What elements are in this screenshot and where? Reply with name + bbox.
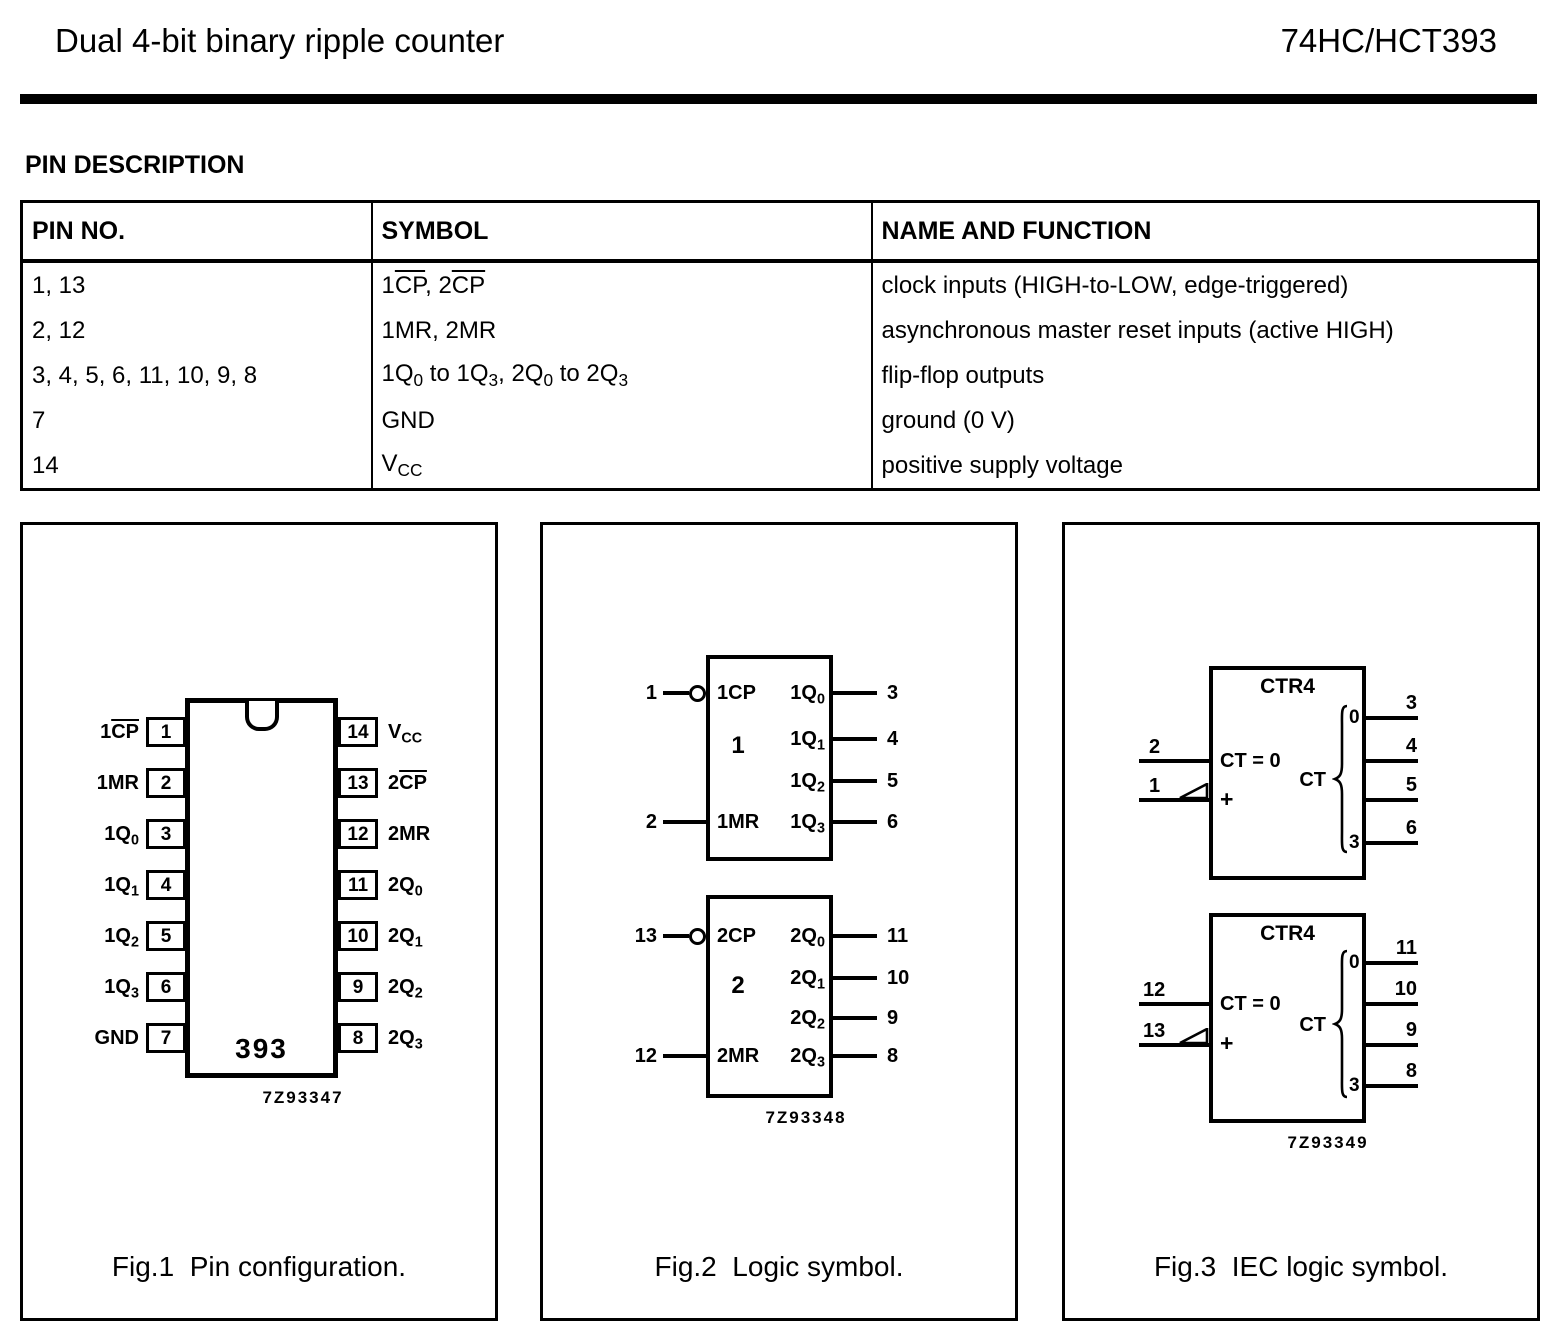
block-label: 2 (731, 972, 745, 999)
pin-number: 2 (645, 811, 657, 833)
pin-number: 4 (1405, 735, 1417, 757)
output-label: $2Q_0$ (790, 925, 825, 951)
header-divider (20, 94, 1537, 104)
pin-label: $2\overline{CP}$ (388, 772, 427, 794)
dynamic-input-triangle (1179, 1028, 1209, 1045)
symbol-cell: GND (372, 398, 872, 443)
pin-number: 11 (1395, 937, 1417, 959)
function-cell: flip-flop outputs (881, 361, 1045, 389)
range-top: 0 (1349, 952, 1360, 973)
fig2-caption: Fig.2 Logic symbol. (654, 1251, 904, 1282)
pin-label: $1Q_2$ (104, 925, 139, 951)
output-label: $1Q_2$ (790, 770, 825, 796)
range-bottom: 3 (1349, 832, 1360, 853)
symbol-cell: $1\overline{CP}$, $2\overline{CP}$ (372, 261, 872, 308)
wire (663, 934, 689, 938)
pin-number-box: 3 (146, 819, 186, 849)
package-notch (245, 701, 279, 731)
signal-label: CT = 0 (1220, 993, 1281, 1015)
pin-label: $1Q_3$ (104, 976, 139, 1002)
output-label: $2Q_2$ (790, 1007, 825, 1033)
pin-number: 12 (634, 1045, 657, 1067)
symbol-cell: $V_{CC}$ (372, 443, 872, 490)
pin-number: 3 (887, 682, 899, 704)
fig3-caption: Fig.3 IEC logic symbol. (1153, 1251, 1449, 1282)
function-cell: positive supply voltage (881, 451, 1123, 479)
dip-package-body (185, 698, 338, 1078)
table-row (22, 443, 1539, 490)
ct-label: CT (1299, 1014, 1326, 1036)
range-bottom: 3 (1349, 1075, 1360, 1096)
output-label: $1Q_1$ (790, 728, 825, 754)
ct-label: CT (1299, 769, 1326, 791)
pin-number-box: 6 (146, 972, 186, 1002)
figure-code: 7Z93348 (765, 1108, 847, 1127)
pin-number: 1 (645, 682, 657, 704)
pin-no-cell: 7 (22, 398, 372, 443)
wire (833, 934, 877, 938)
pin-number: 6 (1405, 817, 1417, 839)
function-cell: asynchronous master reset inputs (active HIGH) (881, 316, 1394, 344)
pin-label: $1Q_1$ (104, 874, 139, 900)
pin-number-box: 4 (146, 870, 186, 900)
wire (1366, 1002, 1418, 1006)
pin-label: $2Q_3$ (388, 1027, 423, 1053)
pin-number: 4 (887, 728, 899, 750)
block-title: CTR4 (1260, 675, 1315, 698)
page-title: Dual 4-bit binary ripple counter (55, 22, 505, 59)
wire (1366, 961, 1418, 965)
pin-label: $2Q_2$ (388, 976, 423, 1002)
output-label: $2Q_1$ (790, 967, 825, 993)
wire (833, 976, 877, 980)
pin-label: 2MR (388, 823, 431, 845)
pin-label: $1Q_0$ (104, 823, 139, 849)
wire (1366, 841, 1418, 845)
section-heading: PIN DESCRIPTION (25, 151, 245, 179)
signal-label: 1CP (717, 682, 756, 704)
block-title: CTR4 (1260, 922, 1315, 945)
fig1-caption: Fig.1 Pin configuration. (111, 1251, 407, 1282)
figure-code: 7Z93349 (1287, 1133, 1369, 1152)
pin-number: 5 (887, 770, 899, 792)
wire (1366, 1043, 1418, 1047)
pin-number-box: 7 (146, 1023, 186, 1053)
wire (1366, 716, 1418, 720)
signal-label: + (1220, 786, 1234, 812)
inversion-bubble (689, 928, 706, 945)
pin-number-box: 14 (338, 717, 378, 747)
fig2-box (540, 522, 1018, 1321)
wire (833, 779, 877, 783)
symbol-cell: $1Q_0$ to $1Q_3$, $2Q_0$ to $2Q_3$ (372, 353, 872, 398)
table-header-row (22, 202, 1539, 262)
fig1-box (20, 522, 498, 1321)
wire (833, 1054, 877, 1058)
table-row (22, 398, 1539, 443)
output-range-brace (1332, 704, 1349, 854)
figure-code: 7Z93347 (262, 1088, 344, 1107)
pin-number: 9 (1405, 1019, 1417, 1041)
pin-label: 1MR (96, 772, 139, 794)
pin-label: $2Q_1$ (388, 925, 423, 951)
pin-number: 8 (887, 1045, 899, 1067)
signal-label: 2MR (717, 1045, 760, 1067)
pin-number: 12 (1143, 979, 1166, 1001)
wire (1366, 759, 1418, 763)
function-cell: clock inputs (HIGH-to-LOW, edge-triggered) (881, 271, 1349, 299)
signal-label: 1MR (717, 811, 760, 833)
table-row (22, 308, 1539, 353)
inversion-bubble (689, 685, 706, 702)
wire (663, 691, 689, 695)
output-label: $1Q_0$ (790, 682, 825, 708)
pin-number-box: 10 (338, 921, 378, 951)
symbol-cell: 1MR, 2MR (372, 308, 872, 353)
pin-number-box: 13 (338, 768, 378, 798)
wire (833, 691, 877, 695)
output-label: $2Q_3$ (790, 1045, 825, 1071)
pin-number: 10 (1394, 978, 1417, 1000)
pin-number: 9 (887, 1007, 899, 1029)
pin-number: 13 (634, 925, 657, 947)
signal-label: 2CP (717, 925, 756, 947)
pin-number: 10 (887, 967, 910, 989)
pin-number: 2 (1149, 736, 1161, 758)
wire (663, 820, 706, 824)
wire (833, 1016, 877, 1020)
chip-label: 393 (235, 1033, 288, 1064)
column-header-pin-no: PIN NO. (22, 202, 372, 262)
pin-number: 3 (1405, 692, 1417, 714)
pin-number: 5 (1405, 774, 1417, 796)
pin-number-box: 5 (146, 921, 186, 951)
pin-number-box: 2 (146, 768, 186, 798)
wire (833, 820, 877, 824)
output-label: $1Q_3$ (790, 811, 825, 837)
dynamic-input-triangle (1179, 783, 1209, 800)
pin-label: $1\overline{CP}$ (100, 721, 139, 743)
column-header-name-function: NAME AND FUNCTION (872, 202, 1539, 262)
pin-number: 8 (1405, 1060, 1417, 1082)
fig3-box (1062, 522, 1540, 1321)
pin-description-table (20, 200, 1540, 491)
block-label: 1 (731, 732, 745, 759)
table-row (22, 261, 1539, 308)
function-cell: ground (0 V) (881, 406, 1015, 434)
pin-number-box: 8 (338, 1023, 378, 1053)
pin-number: 13 (1143, 1020, 1166, 1042)
range-top: 0 (1349, 707, 1360, 728)
pin-label: GND (94, 1027, 139, 1049)
column-header-symbol: SYMBOL (372, 202, 872, 262)
pin-number-box: 1 (146, 717, 186, 747)
output-range-brace (1332, 949, 1349, 1099)
table-row (22, 353, 1539, 398)
pin-number-box: 11 (338, 870, 378, 900)
wire (663, 1054, 706, 1058)
pin-no-cell: 3, 4, 5, 6, 11, 10, 9, 8 (22, 353, 372, 398)
pin-number-box: 9 (338, 972, 378, 1002)
part-number: 74HC/HCT393 (1280, 22, 1497, 59)
wire (1366, 798, 1418, 802)
pin-number: 1 (1149, 775, 1161, 797)
wire (1139, 1002, 1209, 1006)
pin-label: $2Q_0$ (388, 874, 423, 900)
signal-label: + (1220, 1030, 1234, 1056)
pin-number: 11 (887, 925, 909, 947)
wire (833, 737, 877, 741)
pin-no-cell: 1, 13 (22, 261, 372, 308)
wire (1139, 759, 1209, 763)
pin-label: $V_{CC}$ (388, 721, 423, 747)
pin-number-box: 12 (338, 819, 378, 849)
wire (1366, 1084, 1418, 1088)
signal-label: CT = 0 (1220, 750, 1281, 772)
pin-number: 6 (887, 811, 899, 833)
pin-no-cell: 2, 12 (22, 308, 372, 353)
pin-no-cell: 14 (22, 443, 372, 490)
